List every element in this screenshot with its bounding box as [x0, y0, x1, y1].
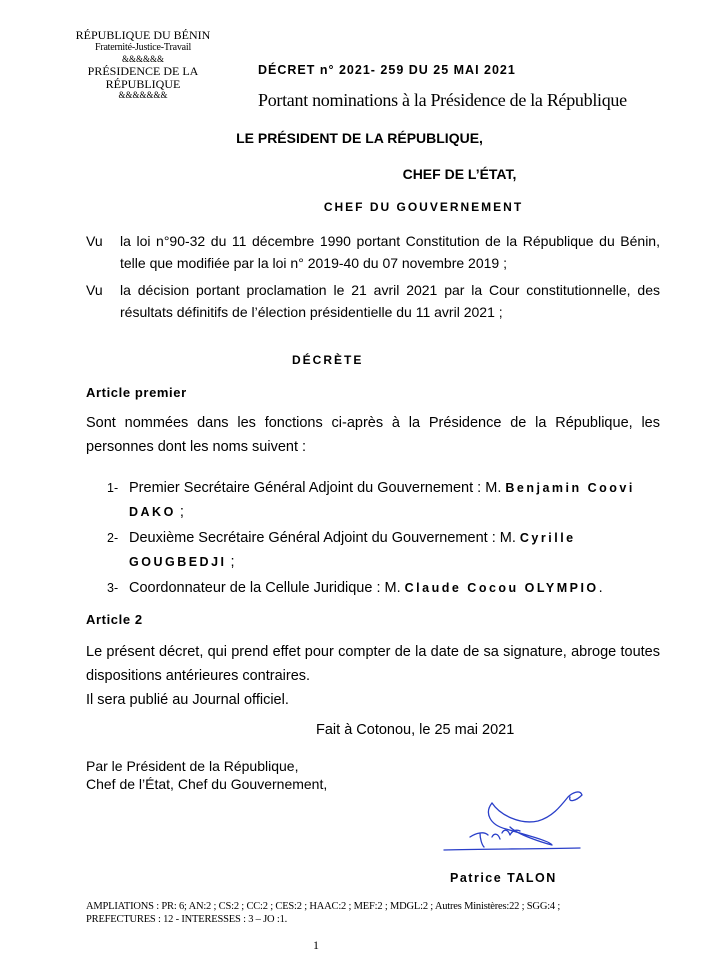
- ampliations-line-2: PREFECTURES : 12 - INTERESSES : 3 – JO :1.: [86, 914, 288, 925]
- decree-number: DÉCRET n° 2021- 259 DU 25 MAI 2021: [258, 63, 516, 77]
- article-2-title: Article 2: [86, 612, 143, 627]
- consideration-label: Vu: [86, 282, 103, 298]
- authority-head-of-government: CHEF DU GOUVERNEMENT: [323, 200, 524, 214]
- consideration-text: la décision portant proclamation le 21 avril 2021 par la Cour constitutionnelle, des résultats définitifs de l’élection présidentielle du 11 avril 2021 ;: [120, 282, 660, 320]
- by-order-line-1: Par le Président de la République,: [86, 758, 299, 774]
- page-number: 1: [313, 938, 319, 952]
- article-1-title: Article premier: [86, 385, 187, 400]
- national-motto: Fraternité-Justice-Travail: [94, 42, 192, 54]
- list-number: 2-: [107, 531, 119, 545]
- appointment-end: ;: [226, 554, 235, 570]
- list-number: 3-: [107, 581, 119, 595]
- article-2-publication: Il sera publié au Journal officiel.: [86, 692, 289, 708]
- consideration-text: la loi n°90-32 du 11 décembre 1990 portant Constitution de la République du Bénin, telle que modifiée par la loi n° 2019-40 du 07 novembre 2019 ;: [120, 233, 660, 271]
- by-order-line-2: Chef de l’État, Chef du Gouvernement,: [86, 776, 328, 792]
- appointments-list: [107, 476, 657, 600]
- consideration-item: [86, 279, 660, 323]
- appointee-name: Cyrille GOUGBEDJI: [129, 531, 576, 569]
- list-item: [107, 576, 657, 600]
- decree-title: Portant nominations à la Présidence de la République: [258, 90, 627, 110]
- place-date: Fait à Cotonou, le 25 mai 2021: [316, 722, 515, 738]
- appointee-name: Benjamin Coovi DAKO: [129, 481, 635, 519]
- consideration-label: Vu: [86, 233, 103, 249]
- by-order-block: [86, 757, 327, 793]
- appointment-role: Coordonnateur de la Cellule Juridique : M.: [129, 580, 405, 596]
- header-separator: &&&&&&: [121, 54, 164, 65]
- ampliations: [86, 900, 664, 926]
- country-name: RÉPUBLIQUE DU BÉNIN: [75, 28, 211, 42]
- list-item: [107, 476, 657, 524]
- decrete-heading: DÉCRÈTE: [292, 353, 364, 367]
- authority-head-of-state: CHEF DE L’ÉTAT,: [402, 166, 517, 182]
- list-number: 1-: [107, 481, 119, 495]
- header-block: [62, 28, 224, 101]
- appointment-end: ;: [175, 504, 184, 520]
- list-item: [107, 526, 657, 574]
- appointment-end: .: [598, 580, 603, 596]
- signer-name: Patrice TALON: [450, 871, 557, 885]
- article-2-text: Le présent décret, qui prend effet pour compter de la date de sa signature, abroge toutes dispositions antérieures contraires.: [86, 644, 660, 684]
- consideration-item: [86, 230, 660, 274]
- handwritten-signature: [440, 785, 590, 855]
- header-separator-2: &&&&&&&: [118, 90, 168, 101]
- appointee-name: Claude Cocou OLYMPIO: [404, 581, 599, 595]
- ampliations-line-1: AMPLIATIONS : PR: 6; AN:2 ; CS:2 ; CC:2 ; CES:2 ; HAAC:2 ; MEF:2 ; MDGL:2 ; Autres Ministères:22 ; SGG:4 ;: [86, 901, 561, 912]
- institution-name: PRÉSIDENCE DE LA RÉPUBLIQUE: [87, 64, 199, 91]
- article-1-intro: Sont nommées dans les fonctions ci-après à la Présidence de la République, les personnes dont les noms suivent :: [86, 415, 660, 455]
- appointment-role: Deuxième Secrétaire Général Adjoint du Gouvernement : M.: [129, 530, 520, 546]
- appointment-role: Premier Secrétaire Général Adjoint du Gouvernement : M.: [129, 480, 506, 496]
- authority-president: LE PRÉSIDENT DE LA RÉPUBLIQUE,: [236, 130, 483, 146]
